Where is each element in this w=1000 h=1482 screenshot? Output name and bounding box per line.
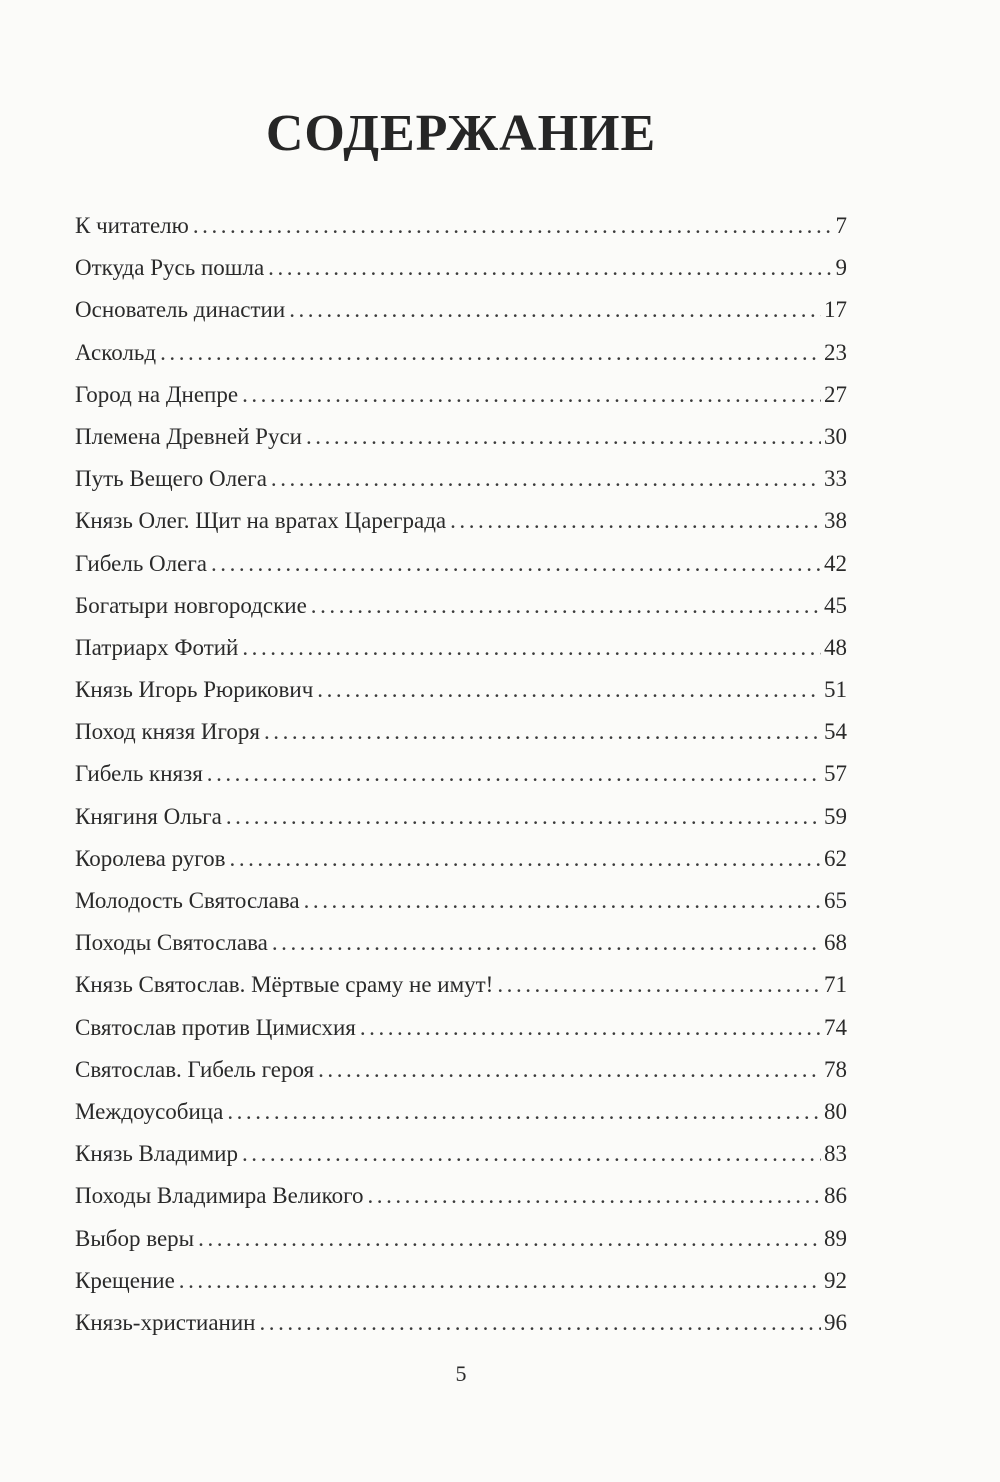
toc-entry xyxy=(75,922,847,964)
toc-entry-title: Выбор веры xyxy=(75,1225,195,1251)
toc-entry-page: 17 xyxy=(824,297,847,323)
toc-entry-title: Племена Древней Руси xyxy=(75,423,302,449)
toc-entry-title: Княгиня Ольга xyxy=(75,803,222,829)
toc-entry-title: Князь Святослав. Мёртвые сраму не имут! xyxy=(75,972,494,998)
toc-entry xyxy=(75,838,847,880)
toc-dot-leader xyxy=(193,205,833,247)
toc-entry xyxy=(75,289,847,331)
toc-entry-title: Князь Олег. Щит на вратах Цареграда xyxy=(75,508,447,534)
toc-entry xyxy=(75,205,847,247)
toc-entry xyxy=(75,585,847,627)
toc-dot-leader xyxy=(160,332,821,374)
toc-dot-leader xyxy=(450,500,821,542)
toc-entry-title: Гибель Олега xyxy=(75,550,207,576)
toc-entry xyxy=(75,627,847,669)
toc-dot-leader xyxy=(317,669,821,711)
toc-entry-page: 74 xyxy=(824,1014,847,1040)
toc-dot-leader xyxy=(311,585,821,627)
toc-entry xyxy=(75,458,847,500)
toc-entry-title: Междоусобица xyxy=(75,1098,224,1124)
page-number: 5 xyxy=(455,1361,467,1386)
toc-entry xyxy=(75,1133,847,1175)
toc-entry-page: 62 xyxy=(824,845,847,871)
toc-entry xyxy=(75,1049,847,1091)
toc-entry-title: К читателю xyxy=(75,213,189,238)
toc-dot-leader xyxy=(179,1260,821,1302)
toc-dot-leader xyxy=(497,964,821,1006)
table-of-contents xyxy=(75,205,847,1344)
toc-entry-page: 96 xyxy=(824,1309,847,1335)
toc-entry-title: Молодость Святослава xyxy=(75,888,300,913)
toc-entry xyxy=(75,880,847,922)
toc-entry xyxy=(75,1260,847,1302)
toc-dot-leader xyxy=(272,922,821,964)
toc-dot-leader xyxy=(227,1091,821,1133)
toc-entry-title: Поход князя Игоря xyxy=(75,719,260,745)
toc-entry xyxy=(75,1007,847,1049)
toc-entry-title: Походы Владимира Великого xyxy=(75,1183,364,1209)
toc-entry-title: Князь Владимир xyxy=(75,1141,238,1167)
toc-entry-page: 9 xyxy=(835,255,847,281)
toc-entry xyxy=(75,669,847,711)
toc-entry xyxy=(75,1218,847,1260)
toc-entry xyxy=(75,1302,847,1344)
toc-entry-title: Аскольд xyxy=(75,339,157,365)
toc-entry-page: 89 xyxy=(824,1225,847,1251)
toc-entry-title: Святослав против Цимисхия xyxy=(75,1014,356,1040)
toc-entry-page: 59 xyxy=(824,803,847,829)
toc-entry xyxy=(75,964,847,1006)
toc-entry xyxy=(75,247,847,289)
toc-entry-title: Гибель князя xyxy=(75,761,203,787)
toc-entry-title: Город на Днепре xyxy=(75,381,239,407)
toc-dot-leader xyxy=(318,1049,821,1091)
page-title: СОДЕРЖАНИЕ xyxy=(265,105,657,162)
toc-entry xyxy=(75,753,847,795)
toc-entry-page: 65 xyxy=(824,888,847,913)
toc-entry-page: 78 xyxy=(824,1056,847,1082)
toc-dot-leader xyxy=(259,1302,821,1344)
toc-dot-leader xyxy=(242,627,821,669)
toc-dot-leader xyxy=(230,838,821,880)
toc-dot-leader xyxy=(226,796,821,838)
toc-entry-page: 23 xyxy=(824,339,847,365)
toc-entry xyxy=(75,796,847,838)
toc-entry-page: 45 xyxy=(824,592,847,618)
toc-entry-title: Крещение xyxy=(75,1267,175,1293)
toc-entry-title: Князь-христианин xyxy=(75,1309,256,1335)
toc-entry-page: 42 xyxy=(824,550,847,576)
toc-entry-page: 68 xyxy=(824,930,847,956)
toc-entry xyxy=(75,1175,847,1217)
toc-entry-title: Патриарх Фотий xyxy=(75,634,239,660)
toc-entry-page: 48 xyxy=(824,634,847,660)
toc-entry-page: 71 xyxy=(824,972,847,998)
toc-dot-leader xyxy=(198,1218,821,1260)
toc-entry-page: 92 xyxy=(824,1267,847,1293)
toc-entry xyxy=(75,374,847,416)
toc-entry-page: 38 xyxy=(824,508,847,534)
toc-entry-title: Откуда Русь пошла xyxy=(75,255,265,281)
toc-dot-leader xyxy=(304,880,821,922)
toc-dot-leader xyxy=(268,247,832,289)
toc-entry-page: 54 xyxy=(824,719,847,745)
toc-entry-title: Путь Вещего Олега xyxy=(75,466,267,492)
toc-entry-title: Святослав. Гибель героя xyxy=(75,1056,315,1082)
toc-entry-title: Походы Святослава xyxy=(75,930,268,956)
toc-dot-leader xyxy=(207,753,821,795)
toc-entry-page: 83 xyxy=(824,1141,847,1167)
toc-dot-leader xyxy=(360,1007,821,1049)
toc-entry-page: 86 xyxy=(824,1183,847,1209)
toc-entry-page: 80 xyxy=(824,1098,847,1124)
toc-dot-leader xyxy=(306,416,821,458)
toc-entry-page: 57 xyxy=(824,761,847,787)
toc-entry-page: 51 xyxy=(824,677,847,703)
toc-entry xyxy=(75,711,847,753)
toc-entry xyxy=(75,500,847,542)
toc-dot-leader xyxy=(271,458,821,500)
toc-dot-leader xyxy=(242,1133,821,1175)
toc-entry-page: 27 xyxy=(824,381,847,407)
toc-entry-title: Основатель династии xyxy=(75,297,286,323)
toc-dot-leader xyxy=(211,543,821,585)
toc-entry xyxy=(75,1091,847,1133)
toc-entry xyxy=(75,332,847,374)
toc-entry-page: 33 xyxy=(824,466,847,492)
toc-entry xyxy=(75,416,847,458)
toc-entry-page: 30 xyxy=(824,423,847,449)
toc-dot-leader xyxy=(289,289,821,331)
toc-dot-leader xyxy=(242,374,821,416)
toc-entry-title: Богатыри новгородские xyxy=(75,592,307,618)
toc-entry xyxy=(75,543,847,585)
toc-entry-title: Князь Игорь Рюрикович xyxy=(75,677,314,703)
toc-entry-title: Королева ругов xyxy=(75,845,226,871)
toc-dot-leader xyxy=(264,711,821,753)
toc-dot-leader xyxy=(367,1175,821,1217)
toc-entry-page: 7 xyxy=(835,213,847,238)
